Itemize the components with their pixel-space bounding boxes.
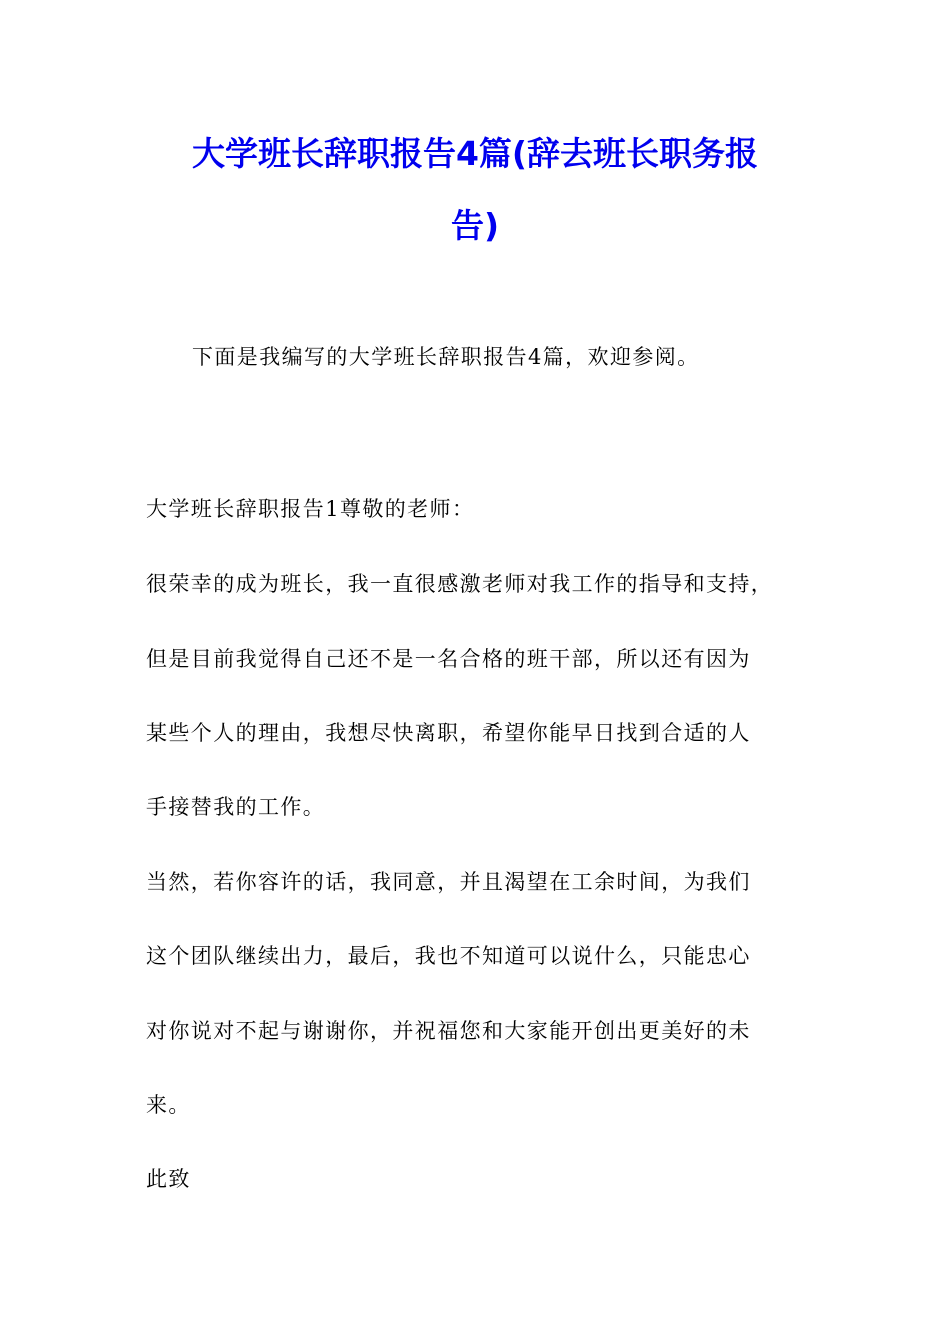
paragraph-1-line-3: 某些个人的理由，我想尽快离职，希望你能早日找到合适的人 (146, 721, 751, 745)
paragraph-2-line-2: 这个团队继续出力，最后，我也不知道可以说什么，只能忠心 (146, 944, 751, 968)
paragraph-1-line-1: 很荣幸的成为班长，我一直很感激老师对我工作的指导和支持， (146, 572, 774, 596)
document-title-line-1: 大学班长辞职报告4篇(辞去班长职务报 (191, 134, 759, 173)
report-1-heading: 大学班长辞职报告1尊敬的老师： (146, 497, 475, 521)
paragraph-2-line-4: 来。 (146, 1093, 191, 1117)
paragraph-1-line-2: 但是目前我觉得自己还不是一名合格的班干部，所以还有因为 (146, 647, 751, 671)
paragraph-2-line-3: 对你说对不起与谢谢你，并祝福您和大家能开创出更美好的未 (146, 1019, 751, 1043)
document-title-line-2: 告) (450, 206, 500, 245)
intro-paragraph: 下面是我编写的大学班长辞职报告4篇，欢迎参阅。 (192, 345, 700, 369)
paragraph-2-line-1: 当然，若你容许的话，我同意，并且渴望在工余时间，为我们 (146, 870, 751, 894)
closing-salutation: 此致 (146, 1167, 191, 1191)
paragraph-1-line-4: 手接替我的工作。 (146, 795, 326, 819)
